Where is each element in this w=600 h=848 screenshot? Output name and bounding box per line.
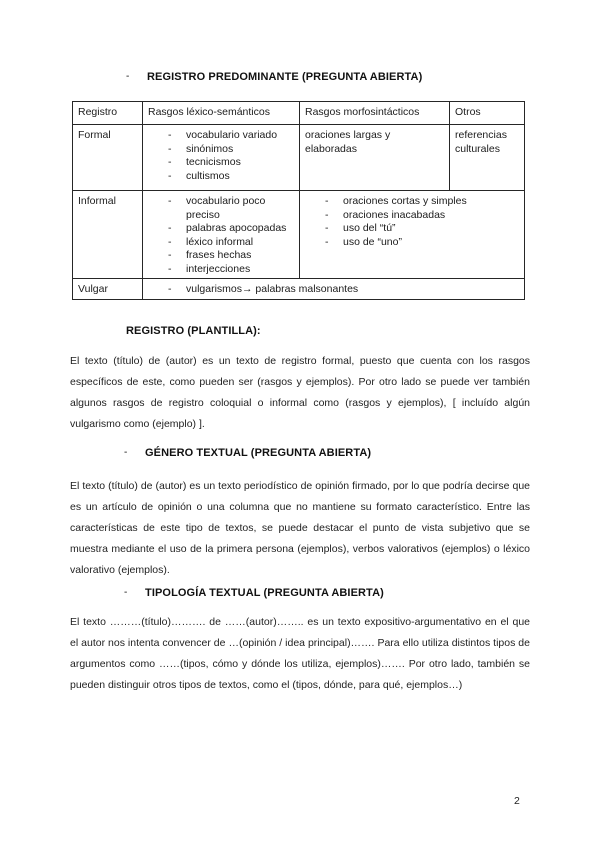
cell-vulgar-merged (143, 279, 525, 300)
list-item: - cultismos (168, 169, 230, 182)
cell-lexico (143, 125, 300, 191)
list-dash: - (168, 235, 172, 248)
list-dash: - (325, 222, 329, 234)
heading-genero-textual (124, 446, 371, 460)
list-dash: - (168, 222, 172, 234)
cell-lexico (143, 191, 300, 279)
list-dash: - (168, 169, 172, 182)
cell-morfo-otros-merged (300, 191, 525, 279)
list-dash: - (325, 208, 329, 221)
cell-otros: referencias culturales (450, 125, 525, 191)
list-item: - oraciones inacabadas (325, 208, 446, 221)
cell-registro: Formal (73, 125, 143, 191)
page-number: 2 (514, 795, 520, 807)
cell-morfo: oraciones largas y elaboradas (300, 125, 450, 191)
list-item: - vulgarismos→ palabras malsonantes (168, 283, 359, 295)
list-item: - interjecciones (168, 262, 251, 275)
list-dash: - (168, 262, 172, 275)
list-dash: - (168, 142, 172, 155)
list-dash: - (168, 156, 172, 168)
list-item: - vocabulario poco preciso (168, 195, 266, 221)
list-item: - vocabulario variado (168, 129, 278, 141)
list-item: - palabras apocopadas (168, 222, 287, 234)
heading-label: GÉNERO TEXTUAL (PREGUNTA ABIERTA) (145, 447, 372, 459)
heading-label: TIPOLOGÍA TEXTUAL (PREGUNTA ABIERTA) (145, 587, 384, 599)
list-item: - sinónimos (168, 142, 234, 155)
col-header-morfo: Rasgos morfosintácticos (300, 102, 450, 125)
list-item: - frases hechas (168, 249, 252, 261)
table-row-vulgar (73, 279, 525, 300)
table-header-row (73, 102, 525, 125)
table-row-informal (73, 191, 525, 279)
paragraph-genero-textual: El texto (título) de (autor) es un texto periodístico de opinión firmado, por lo que podría decirse que es un artículo de opinión o una columna que no mantiene su formato característico. Entre las características de este tipo de textos, se puede destacar el punto de vista subjetivo que se muestra mediante el uso de la primera persona (ejemplos), verbos valorativos (ejemplos) o léxico valorativo (ejemplos). (70, 480, 530, 576)
heading-registro-plantilla (126, 324, 261, 338)
list-dash: - (126, 71, 130, 82)
col-header-otros: Otros (450, 102, 525, 125)
list-item: - tecnicismos (168, 156, 241, 168)
list-dash: - (168, 129, 172, 141)
cell-registro: Informal (73, 191, 143, 279)
col-header-lexico: Rasgos léxico-semánticos (143, 102, 300, 125)
list-dash: - (168, 195, 172, 207)
list-dash: - (124, 447, 128, 458)
list-dash: - (168, 283, 172, 295)
list-dash: - (168, 249, 172, 261)
list-dash: - (124, 587, 128, 598)
col-header-registro: Registro (73, 102, 143, 125)
registro-table (72, 101, 525, 300)
paragraph-tipologia-textual: El texto ………(título)………. de ……(autor)…….. es un texto expositivo-argumentativo en el que el autor nos intenta convencer de …(opinión / idea principal)……. Para ello utiliza distintos tipos de argumentos como ……(tipos, cómo y dónde los utiliza, ejemplos)……. Por otro lado, también se pueden distinguir otros tipos de textos, como el (tipos, dónde, para qué, ejemplos…) (70, 616, 530, 691)
paragraph-registro-plantilla: El texto (título) de (autor) es un texto de registro formal, puesto que cuenta con los rasgos específicos de este, como pueden ser (rasgos y ejemplos). Por otro lado se puede ver también algunos rasgos de registro coloquial o informal como (rasgos y ejemplos), [ incluído algún vulgarismo como (ejemplo) ]. (70, 355, 530, 430)
table-row-formal (73, 125, 525, 191)
heading-label: REGISTRO PREDOMINANTE (PREGUNTA ABIERTA) (147, 71, 423, 83)
heading-tipologia-textual (124, 586, 384, 600)
heading-registro-predominante (126, 70, 422, 84)
list-item: - léxico informal (168, 235, 254, 248)
heading-label: REGISTRO (PLANTILLA): (126, 325, 261, 337)
list-dash: - (325, 195, 329, 207)
cell-registro: Vulgar (73, 279, 143, 300)
list-dash: - (325, 235, 329, 248)
list-item: - oraciones cortas y simples (325, 195, 467, 207)
list-item: - uso del “tú” (325, 222, 396, 234)
list-item: - uso de “uno” (325, 235, 402, 248)
